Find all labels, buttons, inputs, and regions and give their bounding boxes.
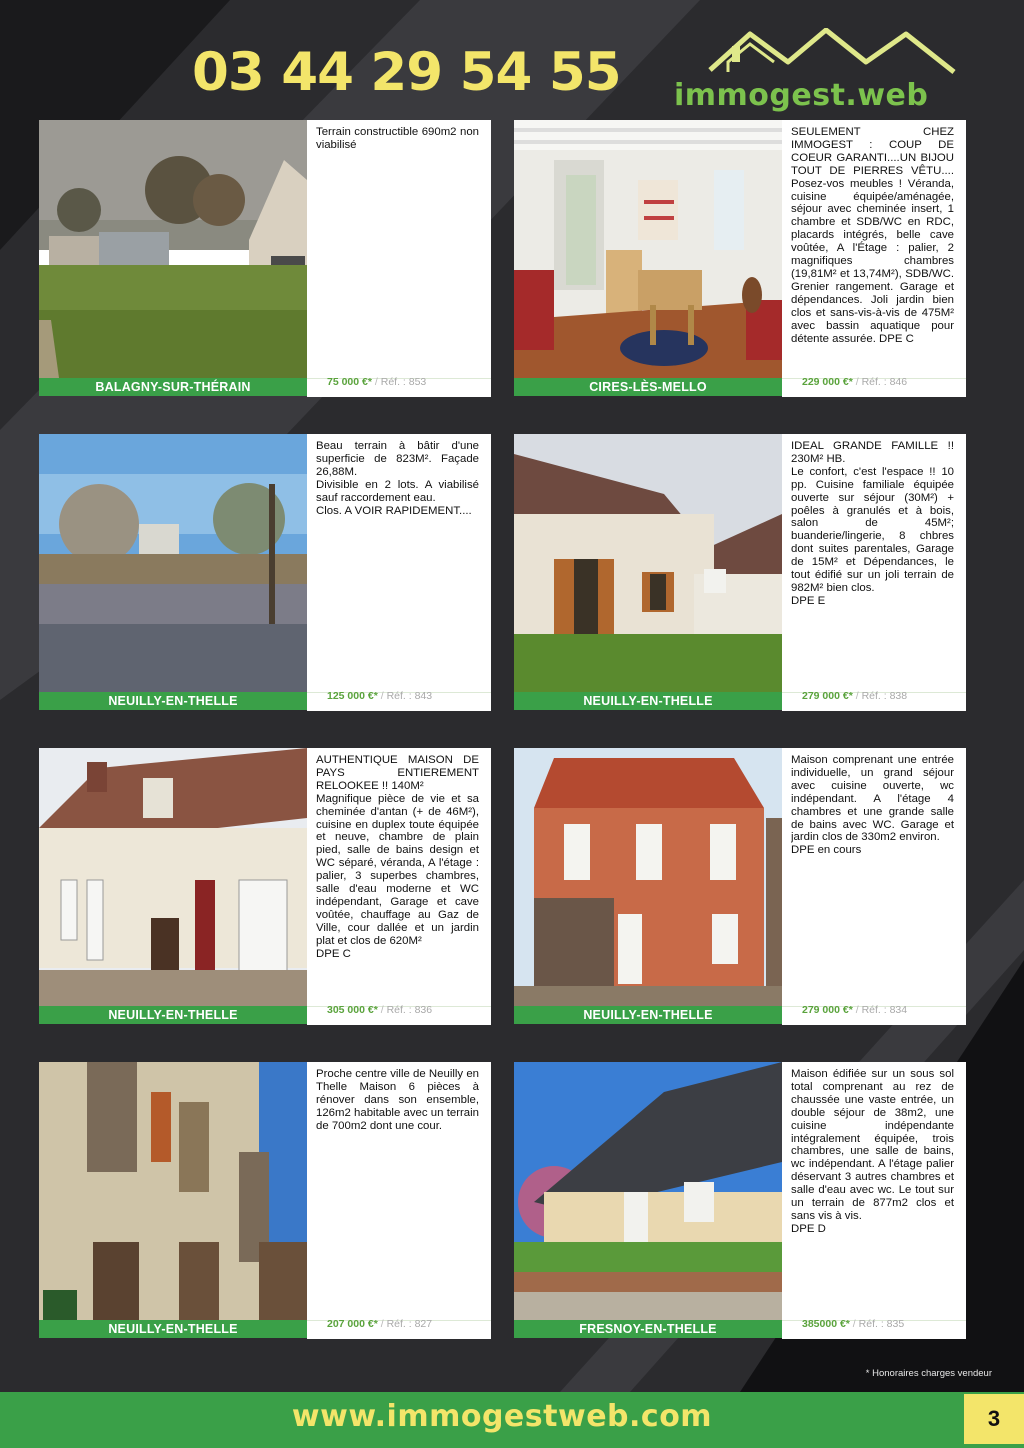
city-label: NEUILLY-EN-THELLE (39, 692, 307, 710)
property-photo (514, 1062, 782, 1320)
listing-card[interactable] (514, 434, 966, 710)
property-photo (39, 434, 307, 692)
city-label: NEUILLY-EN-THELLE (514, 1006, 782, 1024)
reference: Réf. : 853 (380, 376, 427, 388)
price-line: 229 000 €* / Réf. : 846 (802, 376, 908, 388)
city-label: FRESNOY-EN-THELLE (514, 1320, 782, 1338)
reference: Réf. : 846 (861, 376, 908, 388)
page-number: 3 (964, 1394, 1024, 1444)
price-value: 207 000 €* (327, 1318, 378, 1330)
listing-description: Beau terrain à bâtir d'une superficie de 823M². Façade 26,88M. Divisible en 2 lots. A viabilisé sauf raccordement eau. Clos. A VOIR RAPIDEMENT.... (316, 440, 479, 517)
property-photo (39, 120, 307, 378)
price-line: 75 000 €* / Réf. : 853 (327, 376, 427, 388)
listing-card[interactable] (39, 120, 491, 396)
listing-card[interactable] (514, 748, 966, 1024)
city-label: NEUILLY-EN-THELLE (514, 692, 782, 710)
listing-description: Proche centre ville de Neuilly en Thelle Maison 6 pièces à rénover dans son ensemble, 126m2 habitable avec un terrain de 700m2 dont une cour. (316, 1068, 479, 1132)
reference: Réf. : 834 (861, 1004, 908, 1016)
price-value: 279 000 €* (802, 1004, 853, 1016)
reference: Réf. : 836 (386, 1004, 433, 1016)
listing-card[interactable] (39, 434, 491, 710)
listing-card[interactable] (514, 120, 966, 396)
price-value: 125 000 €* (327, 690, 378, 702)
logo-text: immogest.web (674, 78, 929, 113)
price-value: 75 000 €* (327, 376, 372, 388)
price-line: 305 000 €* / Réf. : 836 (327, 1004, 433, 1016)
phone-number: 03 44 29 54 55 (192, 42, 621, 103)
website-link[interactable]: www.immogestweb.com (291, 1399, 713, 1434)
fees-footnote: * Honoraires charges vendeur (865, 1368, 992, 1379)
property-photo (514, 120, 782, 378)
listing-card[interactable] (39, 1062, 491, 1338)
city-label: BALAGNY-SUR-THÉRAIN (39, 378, 307, 396)
listing-description: IDEAL GRANDE FAMILLE !! 230M² HB. Le confort, c'est l'espace !! 10 pp. Cuisine familiale équipée ouverte sur séjour (30M²) + poêles à granulés et à bois, salon de 45M²; buanderie/lingerie, 8 chbres dont suites parentales, Garage de 15M² et Dépendances, le tout édifié sur un joli terrain de 982M² bien clos. DPE E (791, 440, 954, 607)
price-line: 125 000 €* / Réf. : 843 (327, 690, 433, 702)
property-photo (514, 748, 782, 1006)
listing-description: Terrain constructible 690m2 non viabilisé (316, 126, 479, 151)
listing-description: SEULEMENT CHEZ IMMOGEST : COUP DE COEUR GARANTI....UN BIJOU TOUT DE PIERRES VÊTU.... Posez-vos meubles ! Véranda, cuisine équipée/aménagée, séjour avec cheminée insert, 1 chambre et SDB/WC en RDC, placards intégrés, belle cave voûtée, A l'Étage : palier, 2 magnifiques chambres (19,81M² et 13,74M²), SDB/WC. Grenier rangement. Garage et dépendances. Joli jardin bien clos et sans-vis-à-vis de 475M² avec bassin aquatique pour détente assurée. DPE C (791, 126, 954, 345)
price-value: 229 000 €* (802, 376, 853, 388)
price-value: 305 000 €* (327, 1004, 378, 1016)
city-label: NEUILLY-EN-THELLE (39, 1320, 307, 1338)
listing-description: Maison comprenant une entrée individuelle, un grand séjour avec cuisine ouverte, wc indépendant. A l'étage 4 chambres et une grande salle de bains avec WC. Garage et jardin clos de 330m2 environ. DPE en cours (791, 754, 954, 857)
price-line: 207 000 €* / Réf. : 827 (327, 1318, 433, 1330)
price-line: 279 000 €* / Réf. : 838 (802, 690, 908, 702)
price-value: 385000 €* (802, 1318, 850, 1330)
reference: Réf. : 827 (386, 1318, 433, 1330)
reference: Réf. : 838 (861, 690, 908, 702)
reference: Réf. : 835 (858, 1318, 905, 1330)
property-photo (39, 748, 307, 1006)
price-line: 279 000 €* / Réf. : 834 (802, 1004, 908, 1016)
city-label: NEUILLY-EN-THELLE (39, 1006, 307, 1024)
price-value: 279 000 €* (802, 690, 853, 702)
price-line: 385000 €* / Réf. : 835 (802, 1318, 905, 1330)
property-photo (39, 1062, 307, 1320)
listing-card[interactable] (514, 1062, 966, 1338)
listing-description: AUTHENTIQUE MAISON DE PAYS ENTIEREMENT RELOOKEE !! 140M² Magnifique pièce de vie et sa cheminée d'antan (+ de 46M²), cuisine en duplex toute équipée et neuve, chambre de plain pied, salle de bains design et WC séparé, véranda, A l'étage : palier, 3 superbes chambres, salle d'eau moderne et WC indépendant, Garage et cave voûtée, chauffage au Gaz de Ville, cour dallée et un jardin plat et clos de 620M² DPE C (316, 754, 479, 960)
listing-description: Maison édifiée sur un sous sol total comprenant au rez de chaussée une vaste entrée, un double séjour de 38m2, une cuisine indépendante intégralement équipée, trois chambres, une salle de bains, wc indépendant. A l'étage palier déservant 3 autres chambres et salle d'eau avec wc. Le tout sur un terrain de 877m2 clos et sans vis à vis. DPE D (791, 1068, 954, 1235)
city-label: CIRES-LÈS-MELLO (514, 378, 782, 396)
listing-card[interactable] (39, 748, 491, 1024)
property-photo (514, 434, 782, 692)
reference: Réf. : 843 (386, 690, 433, 702)
